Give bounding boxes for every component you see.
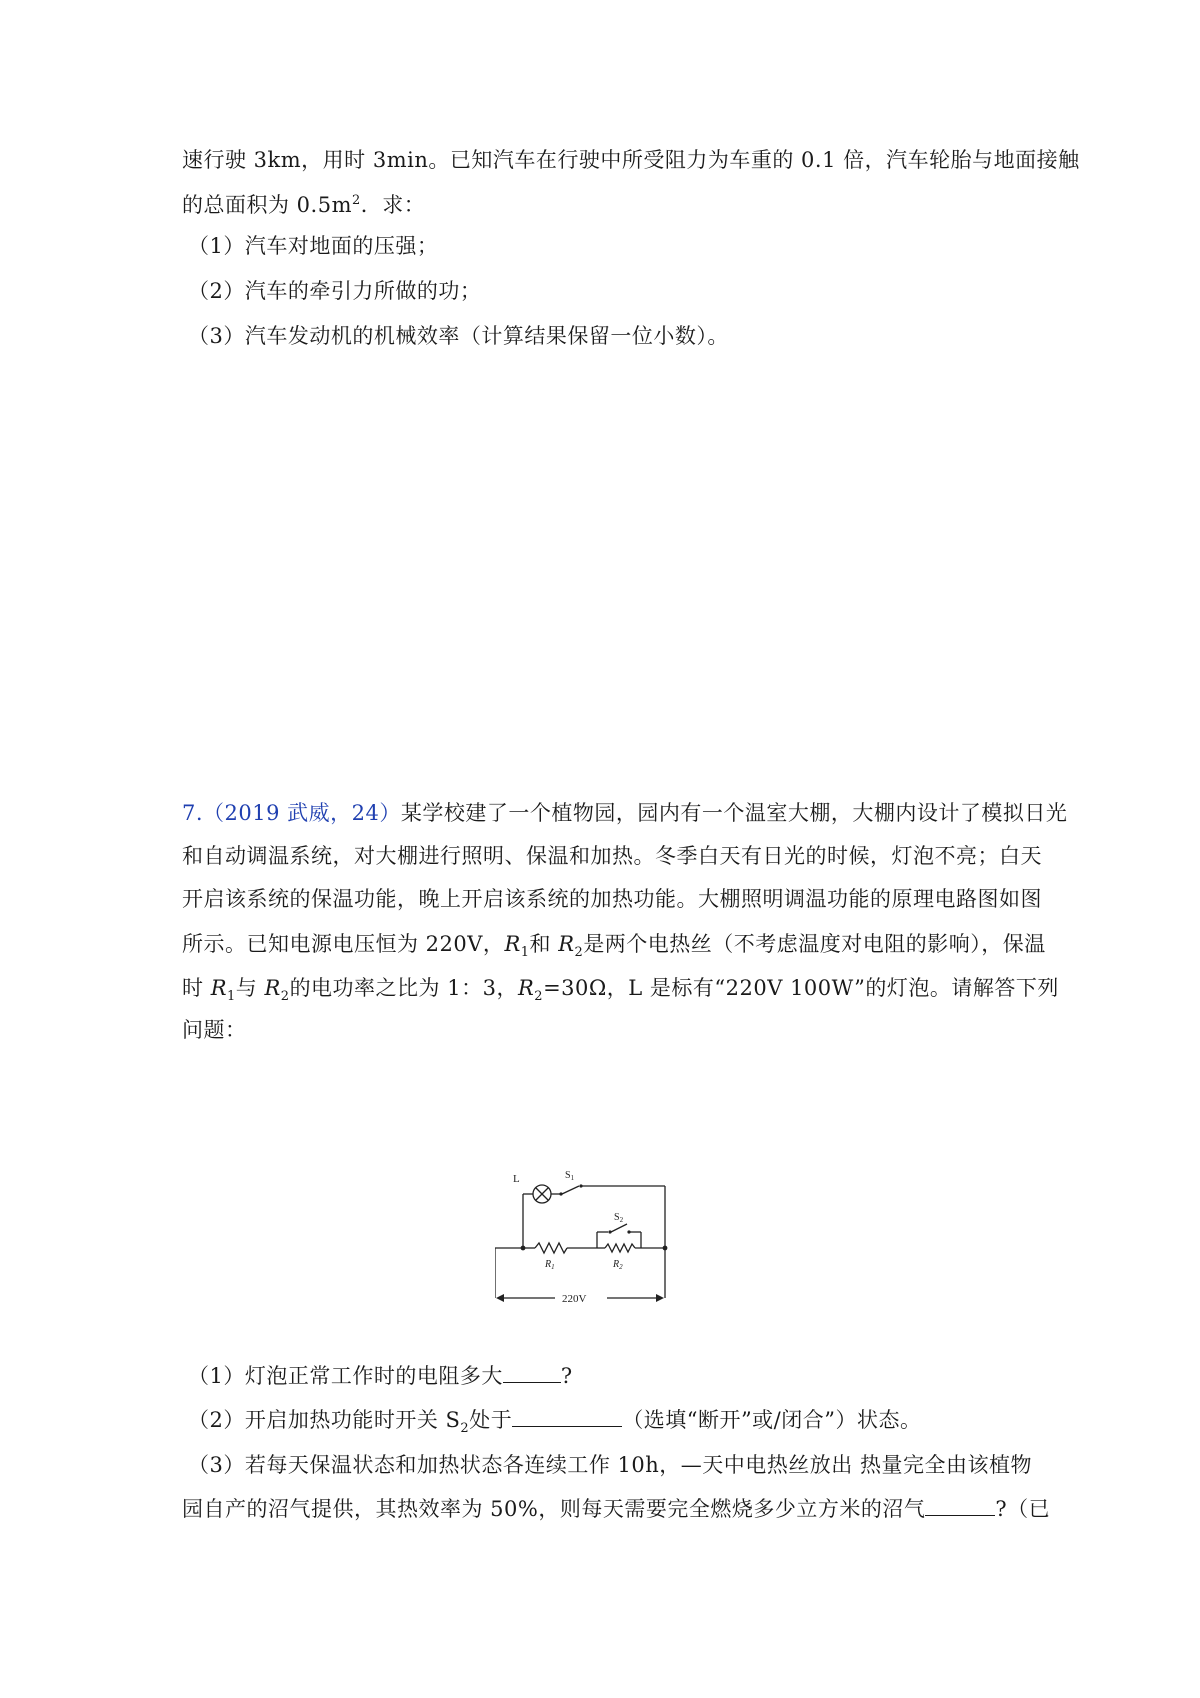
p7-q3-text: 园自产的沼气提供，其热效率为 50%，则每天需要完全燃烧多少立方米的沼气 — [182, 1497, 926, 1521]
p7-line-3: 开启该系统的保温功能，晚上开启该系统的加热功能。大棚照明调温功能的原理电路图如图 — [182, 887, 1042, 911]
r1-subscript: 1 — [227, 989, 236, 1005]
answer-blank-2[interactable] — [512, 1406, 622, 1427]
r1-symbol: R — [504, 932, 521, 956]
switch1-letter: S — [565, 1170, 571, 1181]
p7-line-1 — [182, 798, 1067, 828]
junction-left — [521, 1246, 526, 1251]
p7-line-4 — [182, 929, 1046, 968]
r1-label — [544, 1259, 555, 1271]
p7-q2-text: （2）开启加热功能时开关 S — [188, 1408, 461, 1432]
r1-symbol: R — [210, 976, 227, 1000]
p7-line-4-text-c: 是两个电热丝（不考虑温度对电阻的影响），保温 — [583, 932, 1046, 956]
p6-question-3: （3）汽车发动机的机械效率（计算结果保留一位小数）。 — [188, 324, 729, 348]
r2-symbol: R — [558, 932, 575, 956]
p6-line-1: 速行驶 3km，用时 3min。已知汽车在行驶中所受阻力为车重的 0.1 倍，汽车轮胎与地面接触 — [182, 148, 1080, 172]
switch1-blade — [562, 1186, 579, 1194]
junction-right — [663, 1246, 668, 1251]
r2-symbol: R — [517, 976, 535, 1000]
switch1-label — [565, 1170, 575, 1182]
p7-line-5-text-b: 与 — [235, 976, 265, 1000]
switch1-contact-left — [559, 1192, 562, 1195]
r2-label-subscript: 2 — [619, 1263, 623, 1271]
p7-q3-end: ?（已 — [995, 1497, 1051, 1521]
r1-label-subscript: 1 — [551, 1263, 555, 1271]
lamp-label: L — [513, 1173, 520, 1185]
p7-line-2: 和自动调温系统，对大棚进行照明、保温和加热。冬季白天有日光的时候，灯泡不亮；白天 — [182, 844, 1042, 868]
p6-question-2: （2）汽车的牵引力所做的功； — [188, 279, 482, 303]
p6-line-2-end: ．求： — [360, 193, 426, 217]
circuit-diagram — [495, 1160, 700, 1310]
p7-line-5-text-c: 的电功率之比为 1：3， — [289, 976, 518, 1000]
p7-line-5-text-a: 时 — [182, 976, 211, 1000]
switch2-contact-right — [627, 1230, 630, 1233]
voltage-label: 220V — [562, 1293, 587, 1305]
answer-blank-1[interactable] — [503, 1362, 561, 1383]
r1-subscript: 1 — [520, 945, 530, 961]
p7-question-1 — [188, 1361, 573, 1391]
voltage-arrow-left-head — [496, 1294, 504, 1302]
switch1-contact-right — [579, 1184, 582, 1187]
voltage-arrow-right-head — [656, 1294, 664, 1302]
p6-line-2 — [182, 186, 425, 220]
p7-question-3-line-2 — [182, 1494, 1050, 1524]
p7-line-1-text: 某学校建了一个植物园，园内有一个温室大棚，大棚内设计了模拟日光 — [400, 801, 1068, 825]
switch2-label — [614, 1212, 624, 1224]
r2-letter: R — [613, 1259, 620, 1270]
p6-line-2-text: 的总面积为 0.5m — [182, 193, 352, 217]
p7-q2-end: （选填“断开”或/闭合”）状态。 — [622, 1408, 922, 1432]
p7-q1-text: （1）灯泡正常工作时的电阻多大 — [188, 1364, 503, 1388]
answer-blank-3[interactable] — [925, 1495, 995, 1516]
r2-resistor — [605, 1244, 635, 1252]
s2-subscript: 2 — [460, 1421, 470, 1437]
p7-q1-end: ? — [560, 1364, 573, 1388]
r2-label — [612, 1259, 623, 1271]
r2-subscript: 2 — [574, 945, 584, 961]
p7-question-3-line-1: （3）若每天保温状态和加热状态各连续工作 10h，—天中电热丝放出 热量完全由该植物 — [188, 1453, 1032, 1477]
p7-line-4-text-a: 所示。已知电源电压恒为 220V， — [182, 932, 505, 956]
switch1-subscript: 1 — [570, 1174, 575, 1182]
superscript-2: 2 — [352, 193, 361, 208]
r2-subscript: 2 — [534, 989, 544, 1005]
p7-question-2 — [188, 1405, 922, 1444]
r1-resistor — [535, 1243, 567, 1253]
switch2-letter: S — [614, 1212, 620, 1223]
switch2-subscript: 2 — [619, 1216, 624, 1224]
question-source-label: 7.（2019 武威，24） — [182, 801, 401, 825]
switch2-contact-left — [608, 1230, 611, 1233]
p7-line-5-text-d: =30Ω，L 是标有“220V 100W”的灯泡。请解答下列 — [543, 976, 1059, 1000]
r2-symbol: R — [264, 976, 281, 1000]
p7-line-6: 问题： — [182, 1018, 247, 1042]
r2-subscript: 2 — [280, 989, 290, 1005]
switch2-blade — [611, 1224, 627, 1232]
p7-q2-mid: 处于 — [469, 1408, 513, 1432]
r1-letter: R — [545, 1259, 552, 1270]
p7-line-5 — [182, 973, 1059, 1012]
p7-line-4-text-b: 和 — [529, 932, 559, 956]
p6-question-1: （1）汽车对地面的压强； — [188, 234, 439, 258]
